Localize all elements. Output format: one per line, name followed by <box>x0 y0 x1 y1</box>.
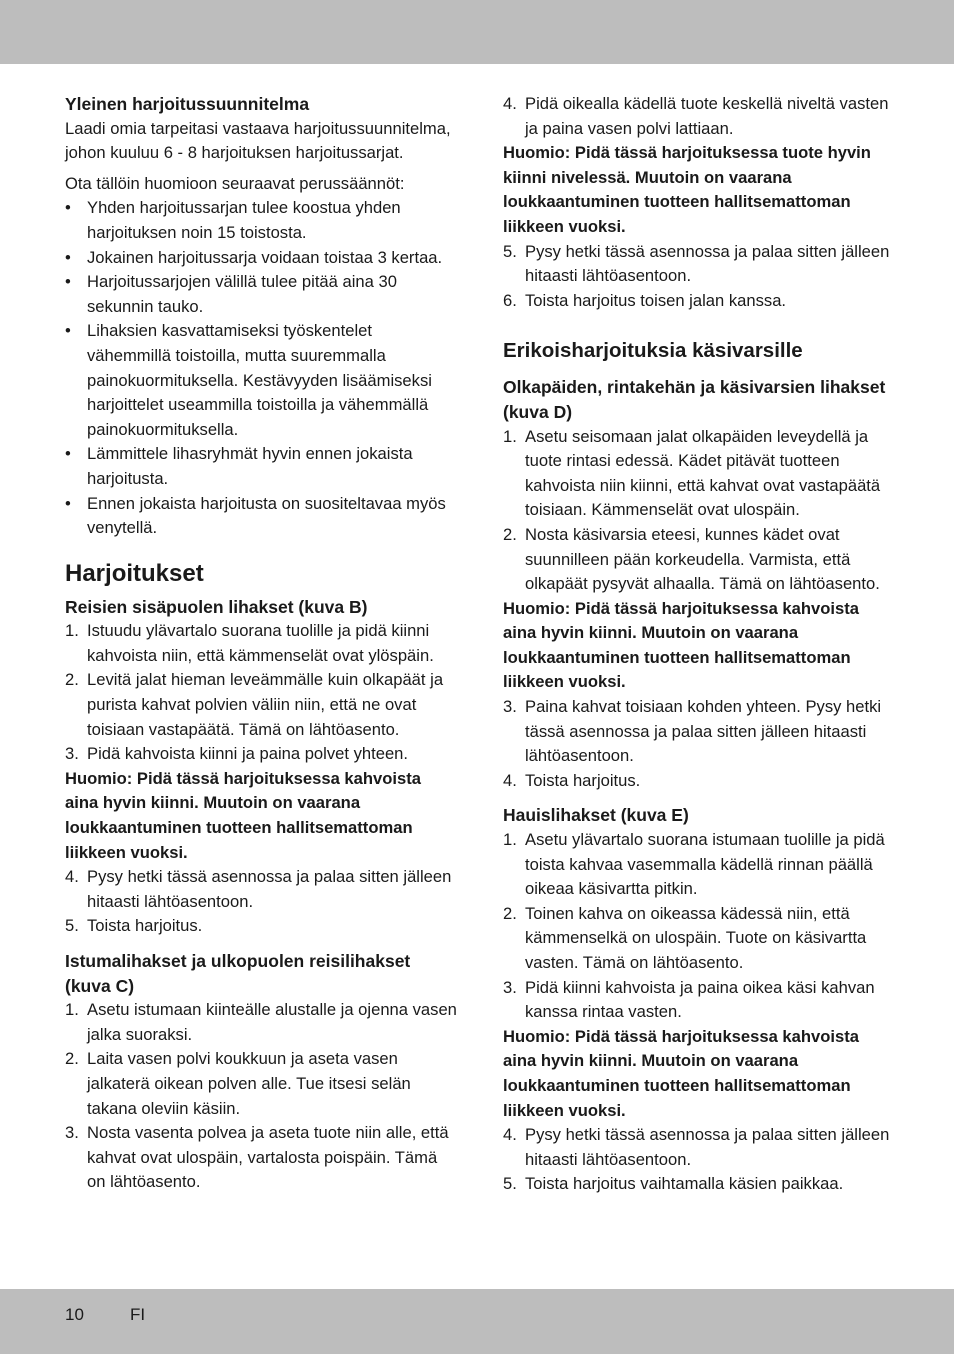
list-item: • Lihaksien kasvattamiseksi työskentelet vähemmillä toistoilla, mutta suuremmalla painokuormituksella. Kestävyyden lisäämiseksi harjoittelet useammilla toistoilla ja vähemmällä painokuormituksella. <box>65 321 432 439</box>
section-c-steps-cont <box>503 92 895 141</box>
list-item: 6. Toista harjoitus toisen jalan kanssa. <box>503 290 787 310</box>
section-b-steps-2 <box>65 865 457 939</box>
plan-intro: Laadi omia tarpeitasi vastaava harjoitussuunnitelma, johon kuuluu 6 - 8 harjoituksen harjoitussarjat. <box>65 118 451 163</box>
exercises-title: Harjoitukset <box>65 559 204 587</box>
list-item: 1. Asetu seisomaan jalat olkapäiden leveydellä ja tuote rintasi edessä. Kädet pitävät tuotteen kahvoista niin kiinni, että kahvat ovat vastapäätä toisiaan. Kämmenselät ovat ulospäin. <box>503 426 881 520</box>
section-c-note: Huomio: Pidä tässä harjoituksessa tuote hyvin kiinni nivelessä. Muutoin on vaarana loukkaantuminen tuotteen hallitsemattoman liikkeen vuoksi. <box>503 143 871 236</box>
section-b-title: Reisien sisäpuolen lihakset (kuva B) <box>65 596 368 617</box>
section-b-note: Huomio: Pidä tässä harjoituksessa kahvoista aina hyvin kiinni. Muutoin on vaarana loukkaantuminen tuotteen hallitsemattoman liikkeen vuoksi. <box>65 768 421 862</box>
header-band <box>0 0 954 64</box>
list-item: 4. Toista harjoitus. <box>503 770 641 790</box>
list-item: 3. Pidä kahvoista kiinni ja paina polvet yhteen. <box>65 744 409 764</box>
list-item: 5. Toista harjoitus. <box>65 916 203 936</box>
rules-list <box>65 196 457 540</box>
list-item: • Harjoitussarjojen välillä tulee pitää aina 30 sekunnin tauko. <box>65 272 397 316</box>
list-item: 1. Istuudu ylävartalo suorana tuolille ja pidä kiinni kahvoista niin, että kämmenselät ovat ylöspäin. <box>65 621 434 665</box>
page-number: 10 <box>65 1305 84 1324</box>
right-column <box>503 92 895 1197</box>
list-item: • Lämmittele lihasryhmät hyvin ennen jokaista harjoitusta. <box>65 444 413 488</box>
section-d-title: Olkapäiden, rintakehän ja käsivarsien lihakset (kuva D) <box>503 377 886 422</box>
section-c-steps-2 <box>503 240 895 314</box>
list-item: 2. Laita vasen polvi koukkuun ja aseta vasen jalkaterä oikean polven alle. Tue itsesi selän takana oleviin käsiin. <box>65 1049 411 1118</box>
list-item: 2. Toinen kahva on oikeassa kädessä niin, että kämmenselkä on ulospäin. Tuote on käsivartta vasten. Tämä on lähtöasento. <box>503 903 867 972</box>
section-c-steps <box>65 998 457 1195</box>
list-item: 5. Pysy hetki tässä asennossa ja palaa sitten jälleen hitaasti lähtöasentoon. <box>503 241 890 286</box>
section-b-steps <box>65 619 457 767</box>
section-e-note: Huomio: Pidä tässä harjoituksessa kahvoista aina hyvin kiinni. Muutoin on vaarana loukkaantuminen tuotteen hallitsemattoman liikkeen vuoksi. <box>503 1026 859 1120</box>
section-e-steps-2 <box>503 1123 895 1197</box>
list-item: 4. Pidä oikealla kädellä tuote keskellä niveltä vasten ja paina vasen polvi lattiaan. <box>503 94 889 138</box>
list-item: • Yhden harjoitussarjan tulee koostua yhden harjoituksen noin 15 toistosta. <box>65 198 401 242</box>
list-item: 3. Nosta vasenta polvea ja aseta tuote niin alle, että kahvat ovat ulospäin, vartalosta poispäin. Tämä on lähtöasento. <box>65 1123 449 1192</box>
section-d-steps <box>503 425 895 597</box>
plan-title: Yleinen harjoitussuunnitelma <box>65 94 310 114</box>
list-item: • Jokainen harjoitussarja voidaan toistaa 3 kertaa. <box>65 247 443 267</box>
section-e-title: Hauislihakset (kuva E) <box>503 805 689 826</box>
section-e-steps <box>503 828 895 1025</box>
list-item: • Ennen jokaista harjoitusta on suositeltavaa myös venytellä. <box>65 493 446 538</box>
section-d-steps-2 <box>503 695 895 793</box>
list-item: 1. Asetu ylävartalo suorana istumaan tuolille ja pidä toista kahvaa vasemmalla kädellä rinnan päällä oikeaa käsivartta pitkin. <box>503 830 885 899</box>
list-item: 3. Pidä kiinni kahvoista ja paina oikea käsi kahvan kanssa rintaa vasten. <box>503 977 875 1022</box>
left-column <box>65 92 457 1195</box>
arms-title: Erikoisharjoituksia käsivarsille <box>503 339 803 363</box>
list-item: 2. Levitä jalat hieman leveämmälle kuin olkapäät ja purista kahvat polvien väliin niin, että ne ovat toisiaan vastapäätä. Tämä on lähtöasento. <box>65 670 444 739</box>
list-item: 4. Pysy hetki tässä asennossa ja palaa sitten jälleen hitaasti lähtöasentoon. <box>65 867 452 911</box>
section-d-note: Huomio: Pidä tässä harjoituksessa kahvoista aina hyvin kiinni. Muutoin on vaarana loukkaantuminen tuotteen hallitsemattoman liikkeen vuoksi. <box>503 598 859 692</box>
language-code: FI <box>130 1305 146 1324</box>
list-item: 2. Nosta käsivarsia eteesi, kunnes kädet ovat suunnilleen pään korkeudella. Varmista, että olkapäät pysyvät alhaalla. Tämä on lähtöasento. <box>503 524 880 594</box>
list-item: 4. Pysy hetki tässä asennossa ja palaa sitten jälleen hitaasti lähtöasentoon. <box>503 1125 890 1169</box>
list-item: 3. Paina kahvat toisiaan kohden yhteen. Pysy hetki tässä asennossa ja palaa sitten jälleen hitaasti lähtöasentoon. <box>503 697 882 766</box>
rules-intro: Ota tällöin huomioon seuraavat perussäännöt: <box>65 173 405 193</box>
section-c-title: Istumalihakset ja ulkopuolen reisilihakset (kuva C) <box>65 951 411 996</box>
list-item: 5. Toista harjoitus vaihtamalla käsien paikkaa. <box>503 1174 844 1194</box>
list-item: 1. Asetu istumaan kiinteälle alustalle ja ojenna vasen jalka suoraksi. <box>65 1000 457 1044</box>
